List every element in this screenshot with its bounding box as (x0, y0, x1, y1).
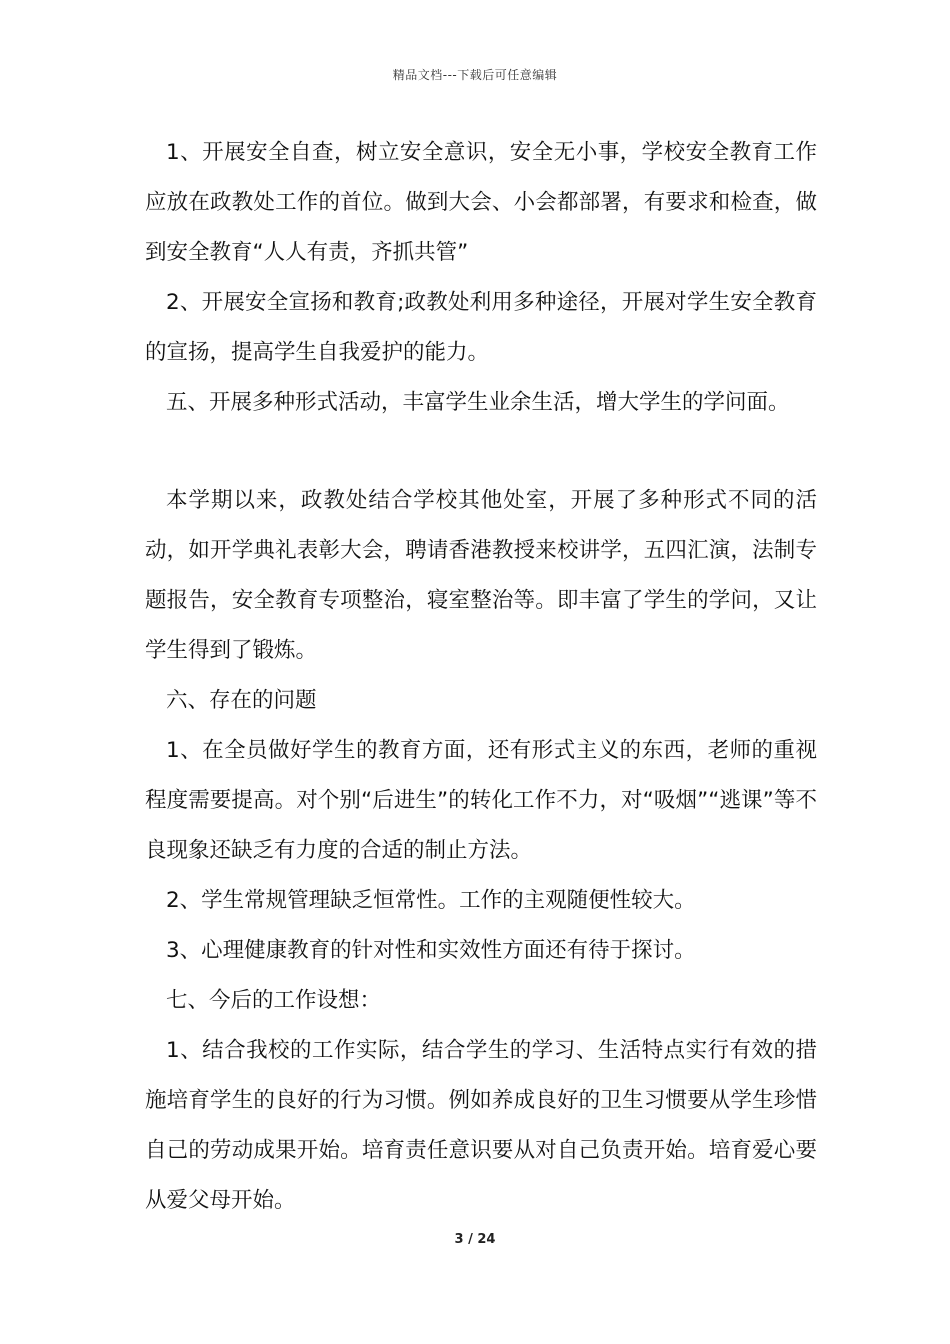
paragraph-spacer (145, 428, 817, 476)
section-heading-future-plans: 七、今后的工作设想： (166, 988, 382, 1013)
paragraph-safety-self-check: 1、开展安全自查，树立安全意识，安全无小事，学校安全教育工作应放在政教处工作的首位。做到大会、小会都部署，有要求和检查，做到安全教育“人人有责，齐抓共管” (145, 140, 817, 265)
paragraph-problem-psychology: 3、心理健康教育的针对性和实效性方面还有待于探讨。 (166, 938, 696, 963)
paragraph-safety-publicity: 2、开展安全宣扬和教育;政教处利用多种途径，开展对学生安全教育的宣扬，提高学生自我爱护的能力。 (145, 290, 817, 365)
page-number: 3 / 24 (454, 1232, 496, 1247)
page-header: 精品文档---下载后可任意编辑 (392, 68, 558, 82)
paragraph-activities-summary: 本学期以来，政教处结合学校其他处室，开展了多种形式不同的活动，如开学典礼表彰大会，聘请香港教授来校讲学，五四汇演，法制专题报告，安全教育专项整治，寝室整治等。即丰富了学生的学问，又让学生得到了锻炼。 (145, 488, 817, 663)
paragraph-problem-management: 2、学生常规管理缺乏恒常性。工作的主观随便性较大。 (166, 888, 696, 913)
paragraph-problem-formalism: 1、在全员做好学生的教育方面，还有形式主义的东西，老师的重视程度需要提高。对个别“后进生”的转化工作不力，对“吸烟”“逃课”等不良现象还缺乏有力度的合适的制止方法。 (145, 738, 817, 863)
document-body (145, 128, 817, 1226)
section-heading-problems: 六、存在的问题 (166, 688, 317, 713)
paragraph-future-habits: 1、结合我校的工作实际，结合学生的学习、生活特点实行有效的措施培育学生的良好的行为习惯。例如养成良好的卫生习惯要从学生珍惜自己的劳动成果开始。培育责任意识要从对自己负责开始。培育爱心要从爱父母开始。 (145, 1038, 817, 1213)
section-heading-activities: 五、开展多种形式活动，丰富学生业余生活，增大学生的学问面。 (166, 390, 790, 415)
